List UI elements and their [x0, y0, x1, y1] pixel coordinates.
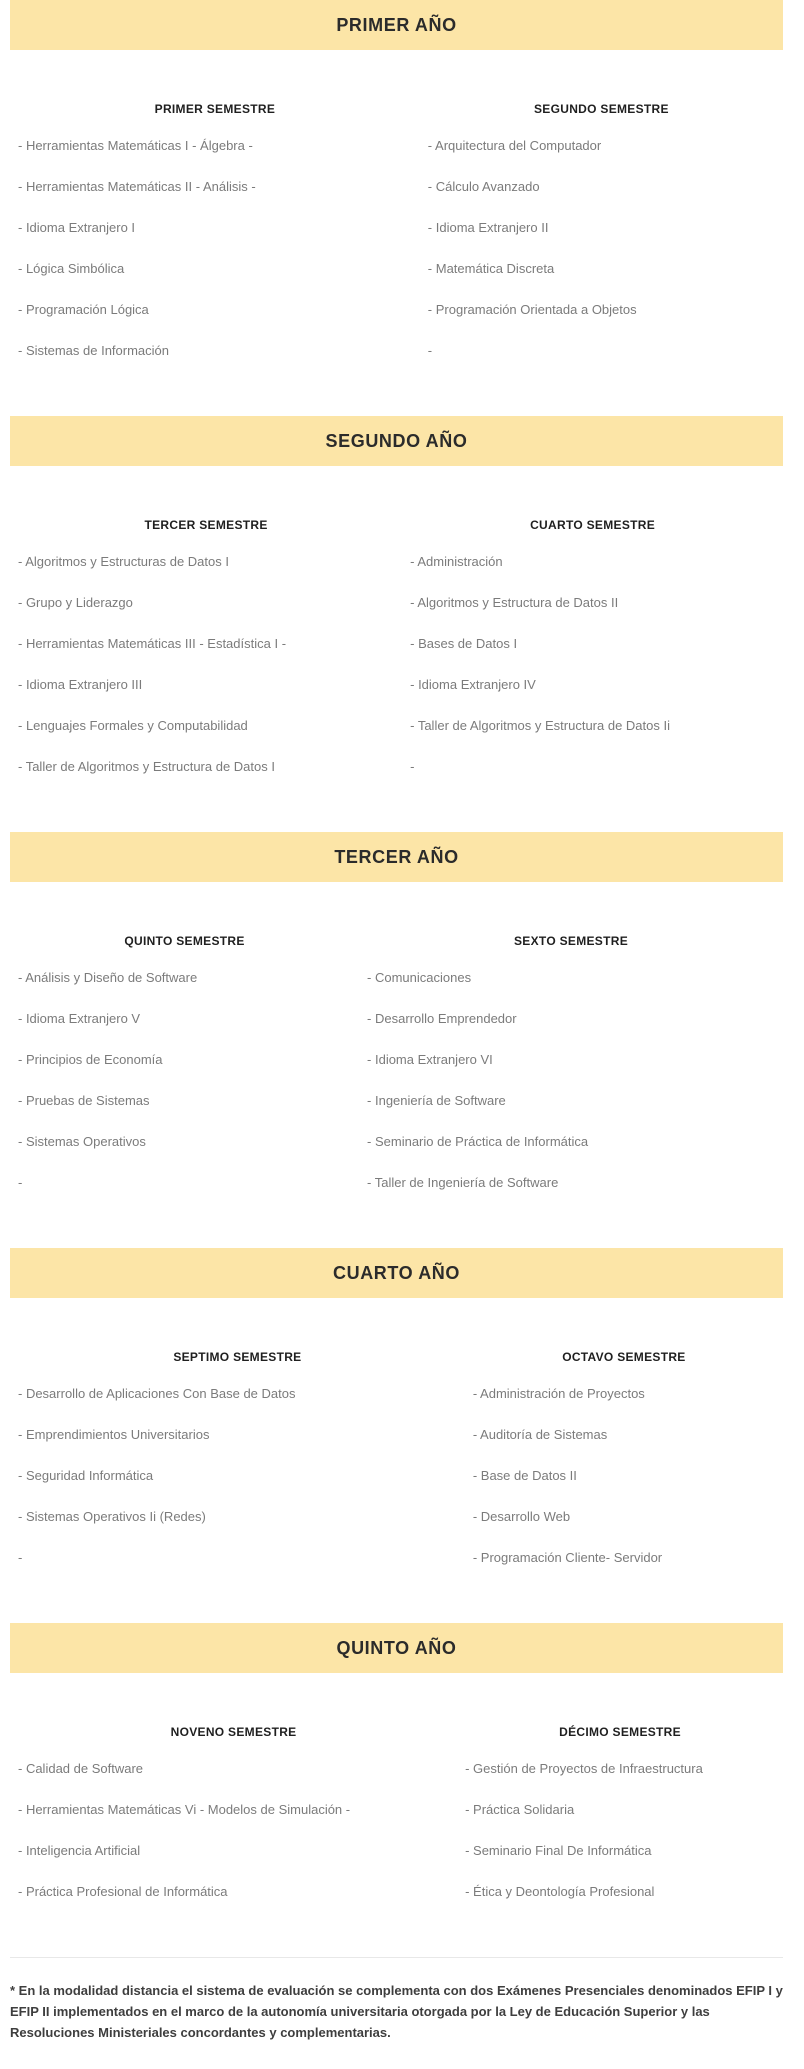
course-cell: - Programación Orientada a Objetos	[427, 302, 637, 317]
course-row	[10, 167, 783, 208]
semester-table	[10, 1703, 783, 1913]
course-cell: - Algoritmos y Estructuras de Datos I	[18, 554, 229, 569]
semester-header-row	[10, 912, 783, 958]
course-cell: - Administración	[410, 554, 503, 569]
course-cell: - Comunicaciones	[367, 970, 472, 985]
course-row	[10, 1831, 783, 1872]
year-title: PRIMER AÑO	[336, 14, 457, 35]
course-row	[10, 1163, 783, 1204]
course-cell: - Programación Cliente- Servidor	[472, 1550, 663, 1565]
course-cell: - Principios de Economía	[18, 1052, 163, 1067]
course-cell: - Sistemas Operativos Ii (Redes)	[18, 1509, 206, 1524]
semester-header: TERCER SEMESTRE	[144, 518, 268, 532]
course-cell: - Matemática Discreta	[427, 261, 555, 276]
year-banner	[10, 0, 783, 50]
year-title: SEGUNDO AÑO	[325, 430, 468, 451]
course-cell: - Lenguajes Formales y Computabilidad	[18, 718, 248, 733]
course-row	[10, 999, 783, 1040]
course-cell: - Herramientas Matemáticas I - Álgebra -	[18, 138, 253, 153]
semester-table	[10, 496, 783, 788]
course-row	[10, 1790, 783, 1831]
year-title: QUINTO AÑO	[336, 1637, 457, 1658]
course-cell: - Programación Lógica	[18, 302, 149, 317]
year-section	[10, 416, 783, 788]
course-row	[10, 208, 783, 249]
year-banner	[10, 416, 783, 466]
year-title: CUARTO AÑO	[333, 1262, 460, 1283]
course-row	[10, 1538, 783, 1579]
course-cell: - Auditoría de Sistemas	[472, 1427, 608, 1442]
course-row	[10, 747, 783, 788]
semester-table	[10, 912, 783, 1204]
course-cell: - Seminario de Práctica de Informática	[367, 1134, 589, 1149]
semester-table	[10, 80, 783, 372]
semester-header-row	[10, 1703, 783, 1749]
course-row	[10, 1081, 783, 1122]
course-row	[10, 1374, 783, 1415]
course-cell: - Desarrollo Emprendedor	[367, 1011, 517, 1026]
course-row	[10, 706, 783, 747]
course-cell: - Herramientas Matemáticas Vi - Modelos de Simulación -	[18, 1802, 351, 1817]
course-cell: - Taller de Algoritmos y Estructura de Datos Ii	[410, 718, 670, 733]
course-cell: - Idioma Extranjero III	[18, 677, 143, 692]
semester-header: OCTAVO SEMESTRE	[562, 1350, 686, 1364]
course-row	[10, 249, 783, 290]
course-cell: - Ética y Deontología Profesional	[465, 1884, 655, 1899]
course-row	[10, 1122, 783, 1163]
course-cell: - Base de Datos II	[472, 1468, 577, 1483]
course-row	[10, 1872, 783, 1913]
year-banner	[10, 1623, 783, 1673]
semester-header: QUINTO SEMESTRE	[124, 934, 245, 948]
year-section	[10, 832, 783, 1204]
year-section	[10, 1623, 783, 1913]
course-cell: - Administración de Proyectos	[472, 1386, 645, 1401]
course-row	[10, 126, 783, 167]
course-cell: - Taller de Algoritmos y Estructura de Datos I	[18, 759, 275, 774]
semester-header-row	[10, 496, 783, 542]
course-cell: -	[18, 1550, 23, 1565]
course-cell: - Calidad de Software	[18, 1761, 144, 1776]
course-cell: - Práctica Profesional de Informática	[18, 1884, 228, 1899]
semester-header: NOVENO SEMESTRE	[170, 1725, 297, 1739]
semester-header: SEGUNDO SEMESTRE	[533, 102, 669, 116]
course-cell: -	[410, 759, 415, 774]
semester-header: PRIMER SEMESTRE	[154, 102, 276, 116]
course-cell: - Grupo y Liderazgo	[18, 595, 133, 610]
year-section	[10, 0, 783, 372]
course-row	[10, 1040, 783, 1081]
course-cell: - Gestión de Proyectos de Infraestructura	[465, 1761, 703, 1776]
course-row	[10, 1749, 783, 1790]
course-cell: - Idioma Extranjero II	[427, 220, 549, 235]
course-cell: - Idioma Extranjero V	[18, 1011, 141, 1026]
course-cell: - Idioma Extranjero IV	[410, 677, 536, 692]
course-cell: - Emprendimientos Universitarios	[18, 1427, 210, 1442]
footnote	[10, 1957, 783, 2069]
course-cell: - Arquitectura del Computador	[427, 138, 602, 153]
course-cell: - Sistemas Operativos	[18, 1134, 146, 1149]
course-cell: - Idioma Extranjero I	[18, 220, 136, 235]
course-cell: -	[18, 1175, 23, 1190]
year-title: TERCER AÑO	[334, 846, 459, 867]
course-cell: - Taller de Ingeniería de Software	[367, 1175, 559, 1190]
curriculum	[10, 0, 783, 2069]
course-row	[10, 331, 783, 372]
course-cell: - Sistemas de Información	[18, 343, 170, 358]
course-cell: - Herramientas Matemáticas II - Análisis -	[18, 179, 256, 194]
semester-header: CUARTO SEMESTRE	[530, 518, 656, 532]
semester-header-row	[10, 1328, 783, 1374]
course-row	[10, 958, 783, 999]
course-cell: - Cálculo Avanzado	[427, 179, 540, 194]
semester-header: SEXTO SEMESTRE	[514, 934, 629, 948]
course-row	[10, 1456, 783, 1497]
course-row	[10, 1497, 783, 1538]
semester-table	[10, 1328, 783, 1579]
course-cell: - Análisis y Diseño de Software	[18, 970, 198, 985]
course-cell: - Práctica Solidaria	[465, 1802, 575, 1817]
course-cell: - Herramientas Matemáticas III - Estadística I -	[18, 636, 287, 651]
year-banner	[10, 1248, 783, 1298]
semester-header: SEPTIMO SEMESTRE	[173, 1350, 302, 1364]
semester-header: DÉCIMO SEMESTRE	[559, 1725, 681, 1739]
course-cell: - Inteligencia Artificial	[18, 1843, 141, 1858]
year-section	[10, 1248, 783, 1579]
course-cell: - Ingeniería de Software	[367, 1093, 506, 1108]
course-row	[10, 665, 783, 706]
course-cell: - Pruebas de Sistemas	[18, 1093, 150, 1108]
course-cell: - Lógica Simbólica	[18, 261, 125, 276]
course-row	[10, 1415, 783, 1456]
course-row	[10, 583, 783, 624]
course-cell: - Desarrollo de Aplicaciones Con Base de Datos	[18, 1386, 296, 1401]
course-cell: -	[427, 343, 433, 358]
course-cell: - Seminario Final De Informática	[465, 1843, 652, 1858]
course-row	[10, 624, 783, 665]
course-cell: - Idioma Extranjero VI	[367, 1052, 493, 1067]
semester-header-row	[10, 80, 783, 126]
course-row	[10, 290, 783, 331]
year-banner	[10, 832, 783, 882]
course-cell: - Desarrollo Web	[472, 1509, 571, 1524]
course-row	[10, 542, 783, 583]
footnote-text: * En la modalidad distancia el sistema de evaluación se complementa con dos Exámenes Presenciales denominados EFIP I y EFIP II implementados en el marco de la autonomía universitaria otorgada por la Ley de Educación Superior y las Resoluciones Ministeriales concordantes y complementarias.	[10, 1983, 783, 2040]
course-cell: - Seguridad Informática	[18, 1468, 154, 1483]
course-cell: - Bases de Datos I	[410, 636, 518, 651]
course-cell: - Algoritmos y Estructura de Datos II	[410, 595, 619, 610]
